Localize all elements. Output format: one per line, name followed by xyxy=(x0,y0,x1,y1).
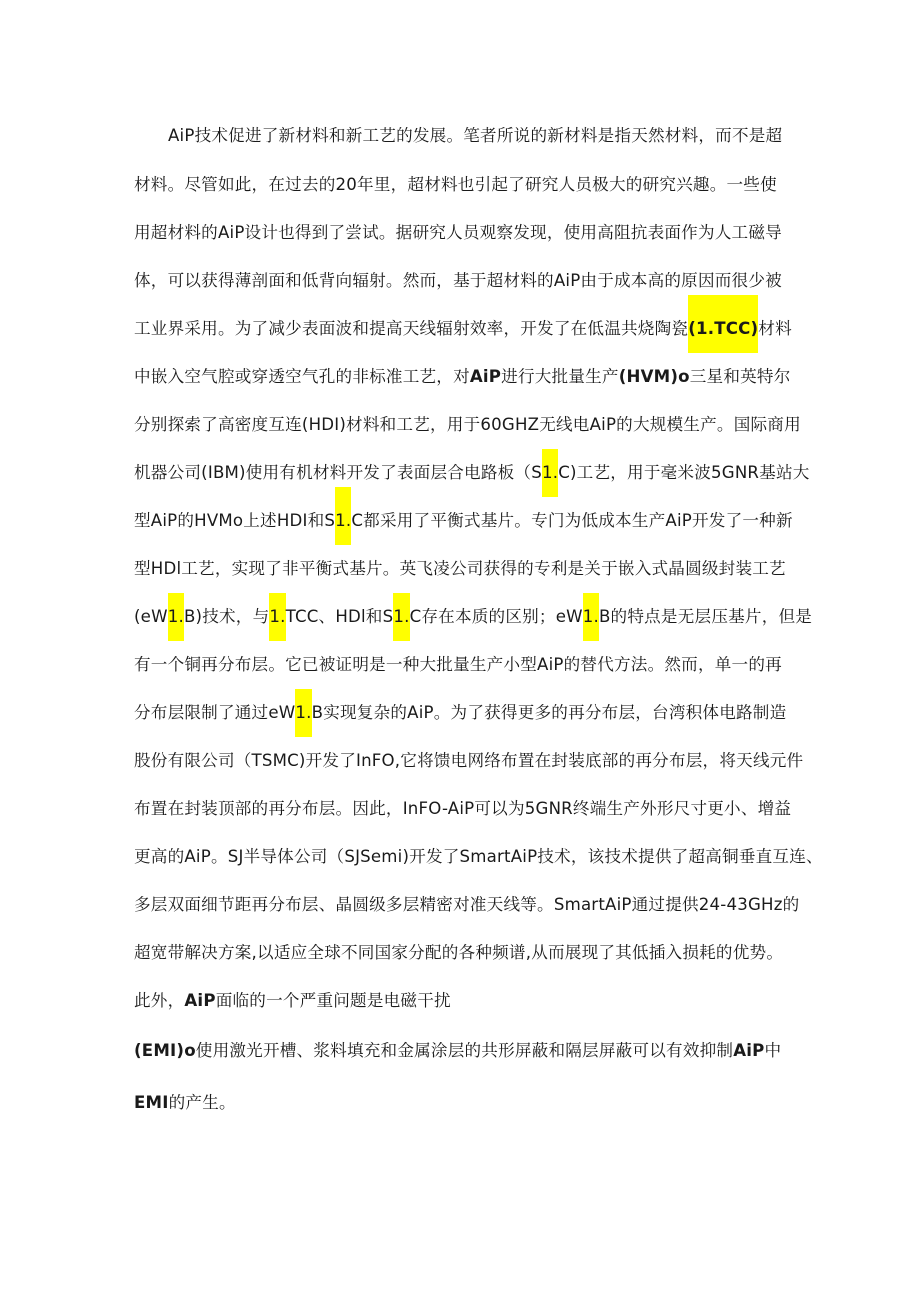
paragraph-line xyxy=(134,318,792,340)
paragraph-line xyxy=(134,1092,236,1114)
text-span: 型AiP的HVMo上述HDI和S xyxy=(134,511,336,530)
text-span: 面临的一个严重问题是电磁干扰 xyxy=(215,991,451,1010)
paragraph-line: 型HDl工艺，实现了非平衡式基片。英飞凌公司获得的专利是关于嵌入式晶圆级封装工艺 xyxy=(134,559,786,578)
text-span: (eW xyxy=(134,607,168,626)
highlighted-text: 1. xyxy=(335,487,351,545)
text-span: 进行大批量生产 xyxy=(501,367,619,386)
text-span: 三星和英特尔 xyxy=(689,367,791,386)
bold-text: AiP xyxy=(469,367,502,386)
paragraph-line xyxy=(134,990,451,1012)
text-span: C都采用了平衡式基片。专门为低成本生产AiP开发了一种新 xyxy=(351,511,793,530)
bold-text: (1.TCC) xyxy=(688,319,759,338)
highlighted-text: 1. xyxy=(542,449,558,497)
text-span: 材料 xyxy=(758,319,792,338)
text-span: C)工艺，用于毫米波5GNR基站大 xyxy=(558,463,810,482)
highlighted-text: 1. xyxy=(583,593,599,641)
text-span: 中嵌入空气腔或穿透空气孔的非标准工艺，对 xyxy=(134,367,470,386)
text-span: 此外， xyxy=(134,991,185,1010)
paragraph-line: 体，可以获得薄剖面和低背向辐射。然而，基于超材料的AiP由于成本高的原因而很少被 xyxy=(134,271,782,290)
bold-text: AiP xyxy=(733,1041,765,1060)
paragraph-line: 多层双面细节距再分布层、晶圆级多层精密对准天线等。SmartAiP通过提供24-43GHz的 xyxy=(134,895,800,914)
text-span: 使用激光开槽、浆料填充和金属涂层的共形屏蔽和隔层屏蔽可以有效抑制 xyxy=(195,1041,734,1060)
paragraph-line: 分别探索了高密度互连(HDI)材料和工艺，用于60GHZ无线电AiP的大规模生产。国际商用 xyxy=(134,415,801,434)
text-span: B的特点是无层压基片，但是 xyxy=(598,607,813,626)
highlighted-text: 1. xyxy=(269,593,285,641)
highlighted-text: 1. xyxy=(168,593,184,641)
paragraph-line: 有一个铜再分布层。它已被证明是一种大批量生产小型AiP的替代方法。然而，单一的再 xyxy=(134,655,782,674)
paragraph-line xyxy=(134,462,810,484)
bold-text: AiP xyxy=(184,991,216,1010)
text-span: B)技术，与 xyxy=(183,607,270,626)
paragraph-line: AiP技术促进了新材料和新工艺的发展。笔者所说的新材料是指天然材料，而不是超 xyxy=(168,126,783,145)
text-span: 的产生。 xyxy=(168,1093,236,1112)
highlighted-text: 1. xyxy=(295,689,311,737)
paragraph-line: 超宽带解决方案,以适应全球不同国家分配的各种频谱,从而展现了其低插入损耗的优势。 xyxy=(134,943,784,962)
paragraph-line xyxy=(134,510,793,532)
paragraph-line xyxy=(134,1040,781,1062)
bold-text: EMI xyxy=(134,1093,169,1112)
bold-text: (HVM)o xyxy=(618,367,690,386)
text-span: 工业界采用。为了减少表面波和提高天线辐射效率，开发了在低温共烧陶瓷 xyxy=(134,319,689,338)
paragraph-line: 更高的AiP。SJ半导体公司（SJSemi)开发了SmartAiP技术，该技术提供了超高铜垂直互连、 xyxy=(134,847,823,866)
highlighted-text: 1. xyxy=(393,593,409,641)
highlighted-text xyxy=(688,295,758,353)
paragraph-line xyxy=(134,702,786,724)
text-span: C存在本质的区别；eW xyxy=(409,607,583,626)
paragraph-line: 材料。尽管如此，在过去的20年里，超材料也引起了研究人员极大的研究兴趣。一些使 xyxy=(134,175,777,194)
text-span: 中 xyxy=(764,1041,782,1060)
paragraph-line: 股份有限公司（TSMC)开发了InFO,它将馈电网络布置在封装底部的再分布层，将天线元件 xyxy=(134,751,804,770)
paragraph-line xyxy=(134,366,791,388)
text-span: B实现复杂的AiP。为了获得更多的再分布层，台湾积体电路制造 xyxy=(311,703,787,722)
text-span: 机器公司(IBM)使用有机材料开发了表面层合电路板（S xyxy=(134,463,542,482)
paragraph-line: 布置在封装顶部的再分布层。因此，InFO-AiP可以为5GNR终端生产外形尺寸更小、增益 xyxy=(134,799,792,818)
paragraph-line: 用超材料的AiP设计也得到了尝试。据研究人员观察发现，使用高阻抗表面作为人工磁导 xyxy=(134,223,782,242)
text-span: TCC、HDl和S xyxy=(285,607,394,626)
bold-text: (EMI)o xyxy=(134,1041,196,1060)
text-span: 分布层限制了通过eW xyxy=(134,703,296,722)
paragraph-line xyxy=(134,606,812,628)
